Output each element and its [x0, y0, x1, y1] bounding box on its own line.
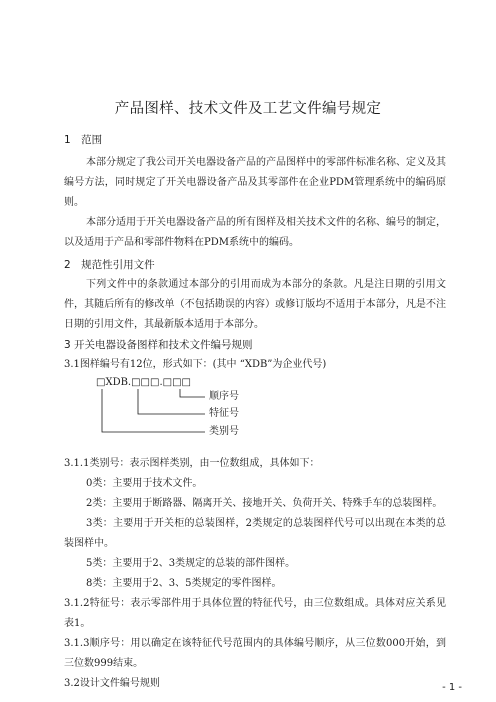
document-title: 产品图样、技术文件及工艺文件编号规定 — [114, 101, 382, 117]
clause-3-2: 3.2设计文件编号规则 — [64, 678, 160, 689]
category-item-8: 8类：主要用于2、3、5类规定的零件图样。 — [86, 578, 282, 589]
category-item-0: 0类：主要用于技术文件。 — [86, 478, 203, 489]
category-item-5: 5类：主要用于2、3类规定的总装的部件图样。 — [86, 558, 296, 569]
category-item-2: 2类：主要用于断路器、隔离开关、接地开关、负荷开关、特殊手车的总装图样。 — [86, 498, 443, 509]
drawing-number-format-diagram — [64, 375, 446, 454]
section-1-paragraph-1: 本部分规定了我公司开关电器设备产品的产品图样中的零部件标准名称、定义及其编号方法，同时规定了开关电器设备产品及其零部件在企业PDM管理系统中的编码原则。 — [64, 157, 446, 208]
clause-3-1-1: 3.1.1类别号：表示图样类别，由一位数组成，具体如下： — [64, 458, 320, 469]
bracket-lines — [64, 375, 446, 454]
section-1-paragraph-2: 本部分适用于开关电器设备产品的所有图样及相关技术文件的名称、编号的制定，以及适用于产品和零部件物料在PDM系统中的编码。 — [64, 217, 446, 248]
label-sequence-number: 顺序号 — [209, 391, 239, 402]
page-number: - 1 - — [442, 682, 462, 693]
category-bracket-line — [102, 389, 205, 432]
clause-3-1-3: 3.1.3顺序号：用以确定在该特征代号范围内的具体编号顺序，从三位数000开始，到三位数999结束。 — [64, 638, 446, 669]
drawing-number-format: □XDB.□□□.□□□ — [96, 377, 191, 388]
category-item-3: 3类：主要用于开关柜的总装图样，2类规定的总装图样代号可以出现在本类的总装图样中。 — [64, 518, 446, 549]
section-2-paragraph-1: 下列文件中的条款通过本部分的引用而成为本部分的条款。凡是注日期的引用文件，其随后所有的修改单（不包括勘误的内容）或修订版均不适用于本部分，凡是不注日期的引用文件，其最新版本适用于本部分。 — [64, 279, 446, 330]
feature-bracket-line — [138, 389, 205, 414]
sequence-bracket-line — [180, 389, 205, 397]
clause-3-1-2: 3.1.2特征号：表示零部件用于具体位置的特征代号，由三位数组成。具体对应关系见表1。 — [64, 598, 446, 629]
section-1-heading: 1 范围 — [64, 134, 103, 146]
clause-3-1: 3.1图样编号有12位，形式如下：(其中 “XDB”为企业代号) — [64, 359, 327, 370]
document-body — [64, 130, 446, 694]
section-3-heading: 3 开关电器设备图样和技术文件编号规则 — [64, 339, 253, 351]
label-category-number: 类别号 — [209, 426, 239, 437]
section-2-heading: 2 规范性引用文件 — [64, 259, 155, 271]
label-feature-number: 特征号 — [209, 408, 239, 419]
